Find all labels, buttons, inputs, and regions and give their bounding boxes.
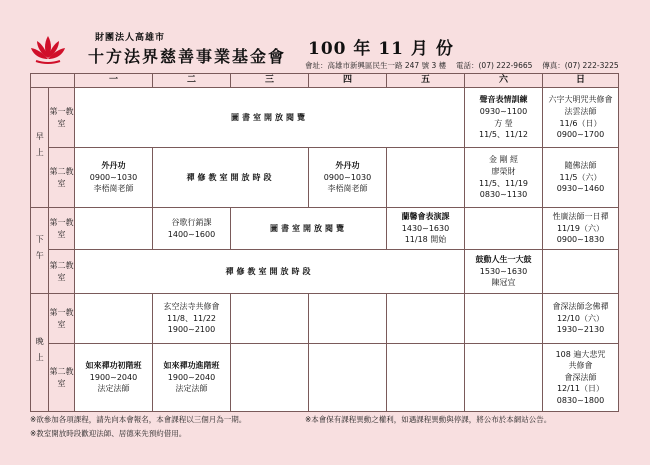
evening-r1-wed xyxy=(231,294,309,344)
morning-r2-sun: 隨佛法師 11/5（六） 0930~1460 xyxy=(543,148,619,208)
morning-r2-thu: 外丹功 0900~1030 李梧崗老師 xyxy=(309,148,387,208)
afternoon-r2-meditation: 禪修教室開放時段 xyxy=(75,250,465,294)
evening-r2-mon: 如來禪功初階班 1900~2040 法定法師 xyxy=(75,344,153,412)
day-sat: 六 xyxy=(465,74,543,88)
room-first: 第一教室 xyxy=(49,294,75,344)
afternoon-r1-tue: 谷歌行銷課 1400~1600 xyxy=(153,208,231,250)
session-afternoon: 下午 xyxy=(31,208,49,294)
afternoon-r1-fri: 蘭馨會表演課 1430~1630 11/18 開始 xyxy=(387,208,465,250)
morning-r1-sat: 聲音表情訓練 0930~1100 方 瑩 11/5、11/12 xyxy=(465,88,543,148)
day-sun: 日 xyxy=(543,74,619,88)
morning-r2-fri xyxy=(387,148,465,208)
room-first: 第一教室 xyxy=(49,208,75,250)
evening-r2-sat xyxy=(465,344,543,412)
afternoon-r2-sat: 鼓動人生一大鼓 1530~1630 陳冠宜 xyxy=(465,250,543,294)
corner-cell xyxy=(31,74,75,88)
day-wed: 三 xyxy=(231,74,309,88)
evening-r2-tue: 如來禪功進階班 1900~2040 法定法師 xyxy=(153,344,231,412)
session-morning: 早上 xyxy=(31,88,49,208)
evening-r2-thu xyxy=(309,344,387,412)
evening-r1-tue: 玄空法寺共修會 11/8、11/22 1900~2100 xyxy=(153,294,231,344)
room-first: 第一教室 xyxy=(49,88,75,148)
org-name: 十方法界慈善事業基金會 xyxy=(88,47,287,66)
evening-r2-sun: 108 遍大悲咒 共修會 會深法師 12/11（日） 0830~1800 xyxy=(543,344,619,412)
day-header-row xyxy=(31,74,619,88)
day-tue: 二 xyxy=(153,74,231,88)
evening-r2-fri xyxy=(387,344,465,412)
morning-r1-sun: 六字大明咒共修會 法雲法師 11/6（日） 0900~1700 xyxy=(543,88,619,148)
afternoon-r1-sun: 性廣法師一日禪 11/19（六） 0900~1830 xyxy=(543,208,619,250)
day-mon: 一 xyxy=(75,74,153,88)
lotus-logo-icon xyxy=(30,34,66,64)
header xyxy=(0,0,650,72)
org-prefix: 財團法人高雄市 xyxy=(95,33,166,43)
day-fri: 五 xyxy=(387,74,465,88)
evening-r1-mon xyxy=(75,294,153,344)
evening-r1-sat xyxy=(465,294,543,344)
footer-note-registration: ※欲參加各項課程，請先向本會報名，本會課程以三個月為一期。 xyxy=(30,415,247,424)
evening-r1-fri xyxy=(387,294,465,344)
month-title: 100 年 11 月 份 xyxy=(308,39,454,59)
morning-r2-sat: 金 剛 經 廖榮財 11/5、11/19 0830~1130 xyxy=(465,148,543,208)
afternoon-r1-sat xyxy=(465,208,543,250)
afternoon-r2-sun xyxy=(543,250,619,294)
contact-info: 會址：高雄市新興區民生一路 247 號 3 樓 電話：(07) 222-9665 傳真：(07) 222-3225 xyxy=(305,61,619,70)
evening-r1-sun: 會深法師念佛禪 12/10（六） 1930~2130 xyxy=(543,294,619,344)
evening-r1-thu xyxy=(309,294,387,344)
footer-note-booking: ※教室開放時段歡迎法師、居德來先預約借用。 xyxy=(30,429,187,438)
room-second: 第二教室 xyxy=(49,250,75,294)
morning-r2-meditation: 禪修教室開放時段 xyxy=(153,148,309,208)
schedule-table xyxy=(30,73,619,412)
room-second: 第二教室 xyxy=(49,148,75,208)
morning-r1-library: 圖書室開放閱覽 xyxy=(75,88,465,148)
room-second: 第二教室 xyxy=(49,344,75,412)
morning-r2-mon: 外丹功 0900~1030 李梧崗老師 xyxy=(75,148,153,208)
day-thu: 四 xyxy=(309,74,387,88)
afternoon-r1-mon xyxy=(75,208,153,250)
evening-r2-wed xyxy=(231,344,309,412)
session-evening: 晚上 xyxy=(31,294,49,412)
afternoon-r1-library: 圖書室開放閱覽 xyxy=(231,208,387,250)
footer-note-changes: ※本會保有課程異動之權利，如遇課程異動與停課，將公布於本網站公告。 xyxy=(305,415,552,424)
